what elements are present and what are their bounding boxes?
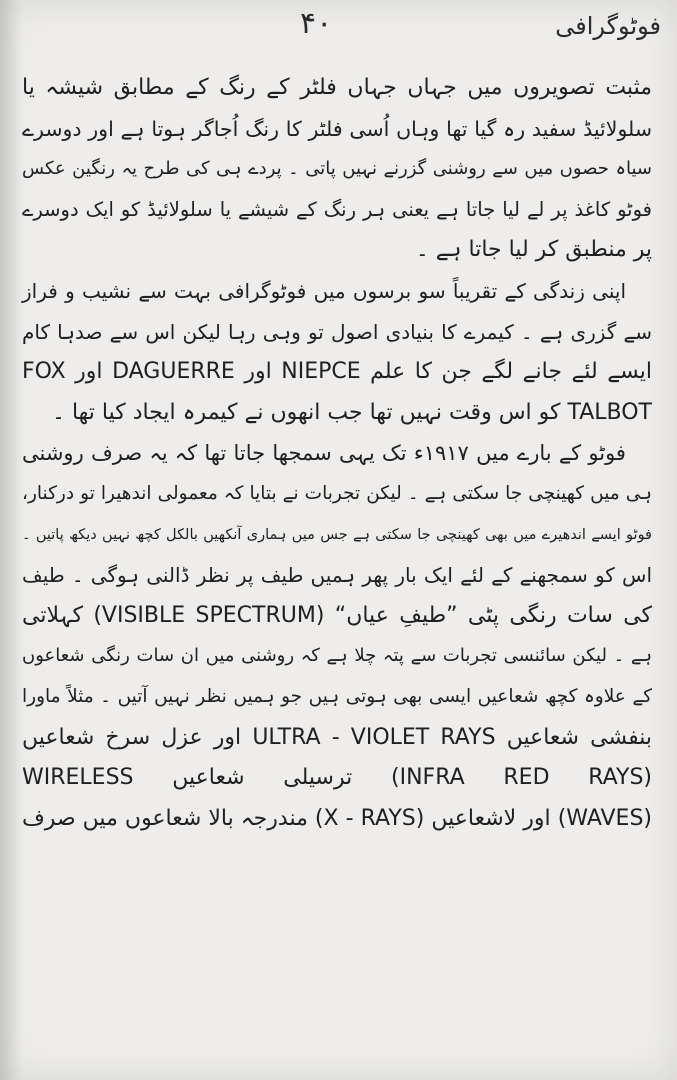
text-line: فوٹو کاغذ پر لے لیا جاتا ہے یعنی ہر رنگ کے شیشے یا سلولائیڈ کو ایک دوسرے: [22, 197, 652, 221]
text-line: ایسے لئے جانے لگے جن کا علم NIEPCE اور DAGUERRE اور FOX: [22, 359, 652, 385]
page-header: [0, 6, 677, 54]
page-number: ۴۰: [300, 6, 333, 41]
text-line: مثبت تصویروں میں جہاں جہاں فلٹر کے رنگ کے مطابق شیشہ یا: [22, 75, 652, 100]
text-line: اس کو سمجھنے کے لئے ایک بار پھر ہمیں طیف پر نظر ڈالنی ہوگی ۔ طیف: [22, 563, 652, 588]
text-line: بنفشی شعاعیں ULTRA - VIOLET RAYS اور عزل سرخ شعاعیں: [22, 724, 652, 750]
text-line: فوٹو کے بارے میں ۱۹۱۷ء تک یہی سمجھا جاتا تھا کہ یہ صرف روشنی: [22, 441, 626, 466]
text-line: پر منطبق کر لیا جاتا ہے ۔: [415, 237, 652, 263]
text-line: کی سات رنگی پٹی ”طیفِ عیاں“ (VISIBLE SPECTRUM) کہلاتی: [22, 602, 653, 628]
text-line: ہے ۔ لیکن سائنسی تجربات سے پتہ چلا ہے کہ روشنی میں ان سات رنگی شعاعوں: [22, 645, 652, 667]
text-line: سلولائیڈ سفید رہ گیا تھا وہاں اُسی فلٹر کا رنگ اُجاگر ہوتا ہے اور دوسرے: [22, 116, 652, 141]
paragraph-2: [22, 271, 652, 433]
text-line: اپنی زندگی کے تقریباً سو برسوں میں فوٹوگرافی بہت سے نشیب و فراز: [22, 278, 626, 303]
paragraph-1: [22, 68, 652, 271]
text-line: (WAVES) اور لاشعاعیں (X - RAYS) مندرجہ بالا شعاعوں میں صرف: [22, 805, 652, 831]
paragraph-3: [22, 433, 652, 839]
text-line: ہی میں کھینچی جا سکتی ہے ۔ لیکن تجربات نے بتایا کہ معمولی اندھیرا تو درکنار،: [22, 482, 652, 504]
running-title: فوٹوگرافی: [555, 12, 661, 40]
text-line: فوٹو ایسے اندھیرے میں بھی کھینچی جا سکتی ہے جس میں ہماری آنکھیں بالکل کچھ نہیں دیکھ پاتیں ۔: [22, 526, 652, 543]
text-line: (INFRA RED RAYS) ترسیلی شعاعیں WIRELESS: [22, 765, 653, 791]
text-line: سے گزری ہے ۔ کیمرے کا بنیادی اصول تو وہی رہا لیکن اس سے صدہا کام: [22, 319, 652, 344]
text-line: TALBOT کو اس وقت نہیں تھا جب انھوں نے کیمرہ ایجاد کیا تھا ۔: [52, 399, 652, 425]
body-text: [22, 68, 652, 839]
text-line: سیاہ حصوں میں سے روشنی گزرنے نہیں پاتی ۔ پردے ہی کی طرح یہ رنگین عکس: [22, 158, 652, 180]
text-line: کے علاوہ کچھ شعاعیں ایسی بھی ہوتی ہیں جو ہمیں نظر نہیں آتیں ۔ مثلاً ماورا: [22, 685, 652, 707]
